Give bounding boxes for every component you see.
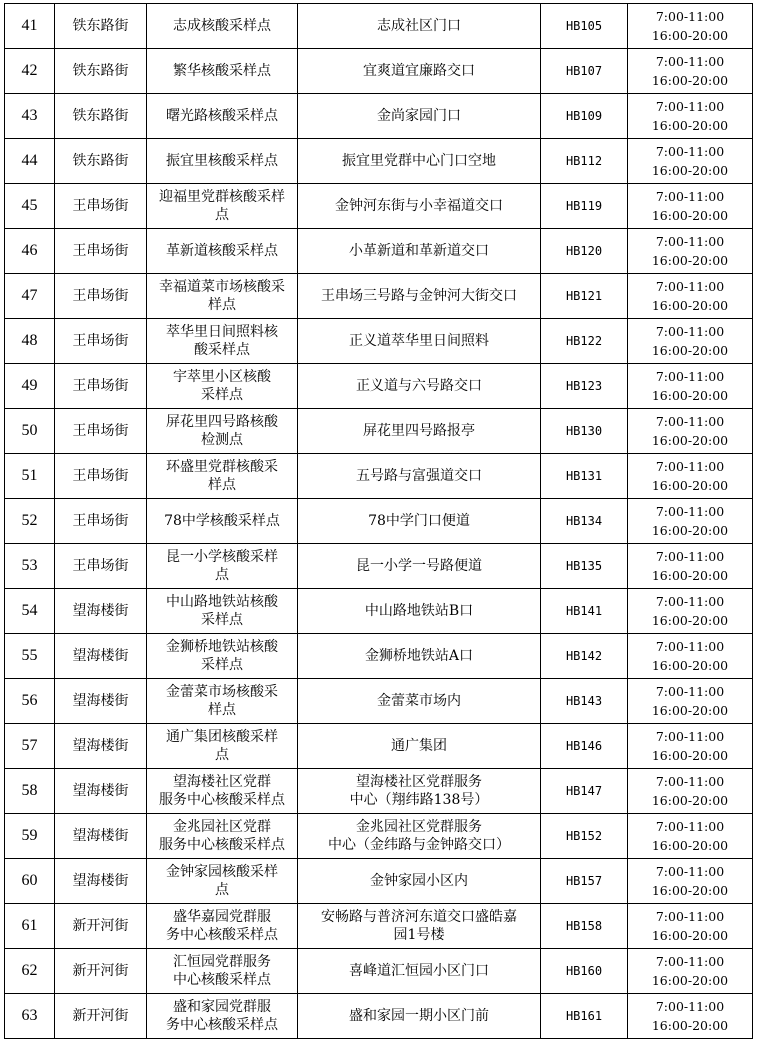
- site-name-cell: 振宜里核酸采样点: [147, 139, 298, 184]
- morning-hours: 7:00-11:00: [655, 324, 725, 339]
- table-row: [5, 814, 753, 859]
- row-number: 42: [5, 49, 55, 94]
- row-number: 53: [5, 544, 55, 589]
- location-cell: 金狮桥地铁站A口: [298, 634, 541, 679]
- site-code-cell: HB161: [541, 994, 628, 1039]
- afternoon-hours: 16:00-20:00: [651, 163, 729, 178]
- site-code-cell: HB131: [541, 454, 628, 499]
- table-row: [5, 544, 753, 589]
- site-name-cell: 通广集团核酸采样 点: [147, 724, 298, 769]
- site-code-cell: HB142: [541, 634, 628, 679]
- site-code-cell: HB135: [541, 544, 628, 589]
- hours-cell: [628, 634, 753, 679]
- site-name-cell: 幸福道菜市场核酸采 样点: [147, 274, 298, 319]
- morning-hours: 7:00-11:00: [655, 684, 725, 699]
- site-code-cell: HB152: [541, 814, 628, 859]
- table-row: [5, 49, 753, 94]
- afternoon-hours: 16:00-20:00: [651, 388, 729, 403]
- row-number: 50: [5, 409, 55, 454]
- street-cell: 铁东路街: [55, 4, 147, 49]
- hours-cell: [628, 859, 753, 904]
- row-number: 62: [5, 949, 55, 994]
- site-name-cell: 78中学核酸采样点: [147, 499, 298, 544]
- table-row: [5, 994, 753, 1039]
- morning-hours: 7:00-11:00: [655, 144, 725, 159]
- row-number: 60: [5, 859, 55, 904]
- street-cell: 铁东路街: [55, 139, 147, 184]
- site-code-cell: HB147: [541, 769, 628, 814]
- row-number: 58: [5, 769, 55, 814]
- row-number: 47: [5, 274, 55, 319]
- street-cell: 望海楼街: [55, 814, 147, 859]
- site-code-cell: HB146: [541, 724, 628, 769]
- table-row: [5, 94, 753, 139]
- site-name-cell: 繁华核酸采样点: [147, 49, 298, 94]
- morning-hours: 7:00-11:00: [655, 819, 725, 834]
- hours-cell: [628, 94, 753, 139]
- table-row: [5, 139, 753, 184]
- table-row: [5, 4, 753, 49]
- street-cell: 新开河街: [55, 994, 147, 1039]
- morning-hours: 7:00-11:00: [655, 954, 725, 969]
- row-number: 59: [5, 814, 55, 859]
- row-number: 54: [5, 589, 55, 634]
- hours-cell: [628, 49, 753, 94]
- street-cell: 王串场街: [55, 319, 147, 364]
- site-code-cell: HB105: [541, 4, 628, 49]
- afternoon-hours: 16:00-20:00: [651, 658, 729, 673]
- site-name-cell: 萃华里日间照料核 酸采样点: [147, 319, 298, 364]
- afternoon-hours: 16:00-20:00: [651, 343, 729, 358]
- table-row: [5, 364, 753, 409]
- hours-cell: [628, 679, 753, 724]
- location-cell: 金钟河东街与小幸福道交口: [298, 184, 541, 229]
- site-name-cell: 盛华嘉园党群服 务中心核酸采样点: [147, 904, 298, 949]
- table-row: [5, 319, 753, 364]
- site-name-cell: 中山路地铁站核酸 采样点: [147, 589, 298, 634]
- site-code-cell: HB123: [541, 364, 628, 409]
- hours-cell: [628, 994, 753, 1039]
- afternoon-hours: 16:00-20:00: [651, 208, 729, 223]
- table-row: [5, 184, 753, 229]
- hours-cell: [628, 904, 753, 949]
- table-row: [5, 769, 753, 814]
- afternoon-hours: 16:00-20:00: [651, 298, 729, 313]
- row-number: 63: [5, 994, 55, 1039]
- afternoon-hours: 16:00-20:00: [651, 73, 729, 88]
- table-row: [5, 904, 753, 949]
- row-number: 52: [5, 499, 55, 544]
- hours-cell: [628, 454, 753, 499]
- street-cell: 望海楼街: [55, 859, 147, 904]
- table-row: [5, 454, 753, 499]
- street-cell: 望海楼街: [55, 679, 147, 724]
- morning-hours: 7:00-11:00: [655, 504, 725, 519]
- row-number: 56: [5, 679, 55, 724]
- afternoon-hours: 16:00-20:00: [651, 118, 729, 133]
- location-cell: 正义道与六号路交口: [298, 364, 541, 409]
- site-code-cell: HB130: [541, 409, 628, 454]
- hours-cell: [628, 544, 753, 589]
- site-code-cell: HB122: [541, 319, 628, 364]
- street-cell: 王串场街: [55, 454, 147, 499]
- location-cell: 屏花里四号路报亭: [298, 409, 541, 454]
- site-name-cell: 望海楼社区党群 服务中心核酸采样点: [147, 769, 298, 814]
- hours-cell: [628, 769, 753, 814]
- hours-cell: [628, 229, 753, 274]
- table-row: [5, 859, 753, 904]
- morning-hours: 7:00-11:00: [655, 234, 725, 249]
- row-number: 44: [5, 139, 55, 184]
- table-body: [5, 4, 753, 1039]
- street-cell: 王串场街: [55, 409, 147, 454]
- site-name-cell: 金蕾菜市场核酸采 样点: [147, 679, 298, 724]
- site-code-cell: HB157: [541, 859, 628, 904]
- location-cell: 通广集团: [298, 724, 541, 769]
- hours-cell: [628, 949, 753, 994]
- table-row: [5, 949, 753, 994]
- morning-hours: 7:00-11:00: [655, 189, 725, 204]
- location-cell: 王串场三号路与金钟河大街交口: [298, 274, 541, 319]
- row-number: 49: [5, 364, 55, 409]
- afternoon-hours: 16:00-20:00: [651, 793, 729, 808]
- street-cell: 王串场街: [55, 274, 147, 319]
- hours-cell: [628, 814, 753, 859]
- afternoon-hours: 16:00-20:00: [651, 568, 729, 583]
- hours-cell: [628, 724, 753, 769]
- morning-hours: 7:00-11:00: [655, 999, 725, 1014]
- morning-hours: 7:00-11:00: [655, 9, 725, 24]
- site-name-cell: 汇恒园党群服务 中心核酸采样点: [147, 949, 298, 994]
- site-code-cell: HB119: [541, 184, 628, 229]
- row-number: 55: [5, 634, 55, 679]
- site-code-cell: HB120: [541, 229, 628, 274]
- morning-hours: 7:00-11:00: [655, 594, 725, 609]
- morning-hours: 7:00-11:00: [655, 369, 725, 384]
- table-row: [5, 274, 753, 319]
- hours-cell: [628, 184, 753, 229]
- site-name-cell: 革新道核酸采样点: [147, 229, 298, 274]
- location-cell: 盛和家园一期小区门前: [298, 994, 541, 1039]
- row-number: 48: [5, 319, 55, 364]
- morning-hours: 7:00-11:00: [655, 459, 725, 474]
- site-name-cell: 金兆园社区党群 服务中心核酸采样点: [147, 814, 298, 859]
- afternoon-hours: 16:00-20:00: [651, 1018, 729, 1033]
- site-name-cell: 曙光路核酸采样点: [147, 94, 298, 139]
- site-code-cell: HB158: [541, 904, 628, 949]
- afternoon-hours: 16:00-20:00: [651, 973, 729, 988]
- street-cell: 望海楼街: [55, 724, 147, 769]
- table-row: [5, 229, 753, 274]
- table-row: [5, 409, 753, 454]
- afternoon-hours: 16:00-20:00: [651, 883, 729, 898]
- table-row: [5, 724, 753, 769]
- morning-hours: 7:00-11:00: [655, 54, 725, 69]
- hours-cell: [628, 364, 753, 409]
- location-cell: 金蕾菜市场内: [298, 679, 541, 724]
- location-cell: 78中学门口便道: [298, 499, 541, 544]
- morning-hours: 7:00-11:00: [655, 909, 725, 924]
- table-row: [5, 634, 753, 679]
- street-cell: 铁东路街: [55, 49, 147, 94]
- site-name-cell: 金狮桥地铁站核酸 采样点: [147, 634, 298, 679]
- row-number: 46: [5, 229, 55, 274]
- site-code-cell: HB143: [541, 679, 628, 724]
- row-number: 41: [5, 4, 55, 49]
- sampling-points-table: [4, 3, 753, 1039]
- location-cell: 志成社区门口: [298, 4, 541, 49]
- site-name-cell: 屏花里四号路核酸 检测点: [147, 409, 298, 454]
- site-name-cell: 昆一小学核酸采样 点: [147, 544, 298, 589]
- morning-hours: 7:00-11:00: [655, 729, 725, 744]
- row-number: 45: [5, 184, 55, 229]
- location-cell: 宜爽道宜廉路交口: [298, 49, 541, 94]
- afternoon-hours: 16:00-20:00: [651, 838, 729, 853]
- table-row: [5, 679, 753, 724]
- morning-hours: 7:00-11:00: [655, 864, 725, 879]
- location-cell: 喜峰道汇恒园小区门口: [298, 949, 541, 994]
- street-cell: 王串场街: [55, 229, 147, 274]
- hours-cell: [628, 274, 753, 319]
- morning-hours: 7:00-11:00: [655, 279, 725, 294]
- street-cell: 望海楼街: [55, 589, 147, 634]
- location-cell: 五号路与富强道交口: [298, 454, 541, 499]
- location-cell: 正义道萃华里日间照料: [298, 319, 541, 364]
- morning-hours: 7:00-11:00: [655, 639, 725, 654]
- street-cell: 王串场街: [55, 544, 147, 589]
- location-cell: 金尚家园门口: [298, 94, 541, 139]
- table-row: [5, 589, 753, 634]
- row-number: 57: [5, 724, 55, 769]
- afternoon-hours: 16:00-20:00: [651, 523, 729, 538]
- morning-hours: 7:00-11:00: [655, 549, 725, 564]
- street-cell: 铁东路街: [55, 94, 147, 139]
- site-code-cell: HB109: [541, 94, 628, 139]
- table-row: [5, 499, 753, 544]
- afternoon-hours: 16:00-20:00: [651, 928, 729, 943]
- row-number: 61: [5, 904, 55, 949]
- row-number: 43: [5, 94, 55, 139]
- street-cell: 新开河街: [55, 904, 147, 949]
- site-code-cell: HB160: [541, 949, 628, 994]
- location-cell: 金钟家园小区内: [298, 859, 541, 904]
- street-cell: 望海楼街: [55, 769, 147, 814]
- site-name-cell: 志成核酸采样点: [147, 4, 298, 49]
- location-cell: 望海楼社区党群服务 中心（翔纬路138号）: [298, 769, 541, 814]
- afternoon-hours: 16:00-20:00: [651, 478, 729, 493]
- afternoon-hours: 16:00-20:00: [651, 703, 729, 718]
- site-code-cell: HB107: [541, 49, 628, 94]
- location-cell: 小革新道和革新道交口: [298, 229, 541, 274]
- row-number: 51: [5, 454, 55, 499]
- afternoon-hours: 16:00-20:00: [651, 28, 729, 43]
- site-name-cell: 迎福里党群核酸采样 点: [147, 184, 298, 229]
- hours-cell: [628, 409, 753, 454]
- hours-cell: [628, 589, 753, 634]
- location-cell: 金兆园社区党群服务 中心（金纬路与金钟路交口）: [298, 814, 541, 859]
- afternoon-hours: 16:00-20:00: [651, 433, 729, 448]
- hours-cell: [628, 139, 753, 184]
- site-name-cell: 盛和家园党群服 务中心核酸采样点: [147, 994, 298, 1039]
- site-name-cell: 环盛里党群核酸采 样点: [147, 454, 298, 499]
- street-cell: 望海楼街: [55, 634, 147, 679]
- location-cell: 振宜里党群中心门口空地: [298, 139, 541, 184]
- street-cell: 王串场街: [55, 364, 147, 409]
- site-name-cell: 金钟家园核酸采样 点: [147, 859, 298, 904]
- morning-hours: 7:00-11:00: [655, 414, 725, 429]
- morning-hours: 7:00-11:00: [655, 774, 725, 789]
- site-code-cell: HB141: [541, 589, 628, 634]
- afternoon-hours: 16:00-20:00: [651, 613, 729, 628]
- location-cell: 昆一小学一号路便道: [298, 544, 541, 589]
- hours-cell: [628, 499, 753, 544]
- street-cell: 新开河街: [55, 949, 147, 994]
- street-cell: 王串场街: [55, 499, 147, 544]
- site-code-cell: HB121: [541, 274, 628, 319]
- location-cell: 中山路地铁站B口: [298, 589, 541, 634]
- morning-hours: 7:00-11:00: [655, 99, 725, 114]
- hours-cell: [628, 319, 753, 364]
- hours-cell: [628, 4, 753, 49]
- location-cell: 安畅路与普济河东道交口盛皓嘉 园1号楼: [298, 904, 541, 949]
- site-name-cell: 宇萃里小区核酸 采样点: [147, 364, 298, 409]
- street-cell: 王串场街: [55, 184, 147, 229]
- site-code-cell: HB134: [541, 499, 628, 544]
- afternoon-hours: 16:00-20:00: [651, 748, 729, 763]
- site-code-cell: HB112: [541, 139, 628, 184]
- afternoon-hours: 16:00-20:00: [651, 253, 729, 268]
